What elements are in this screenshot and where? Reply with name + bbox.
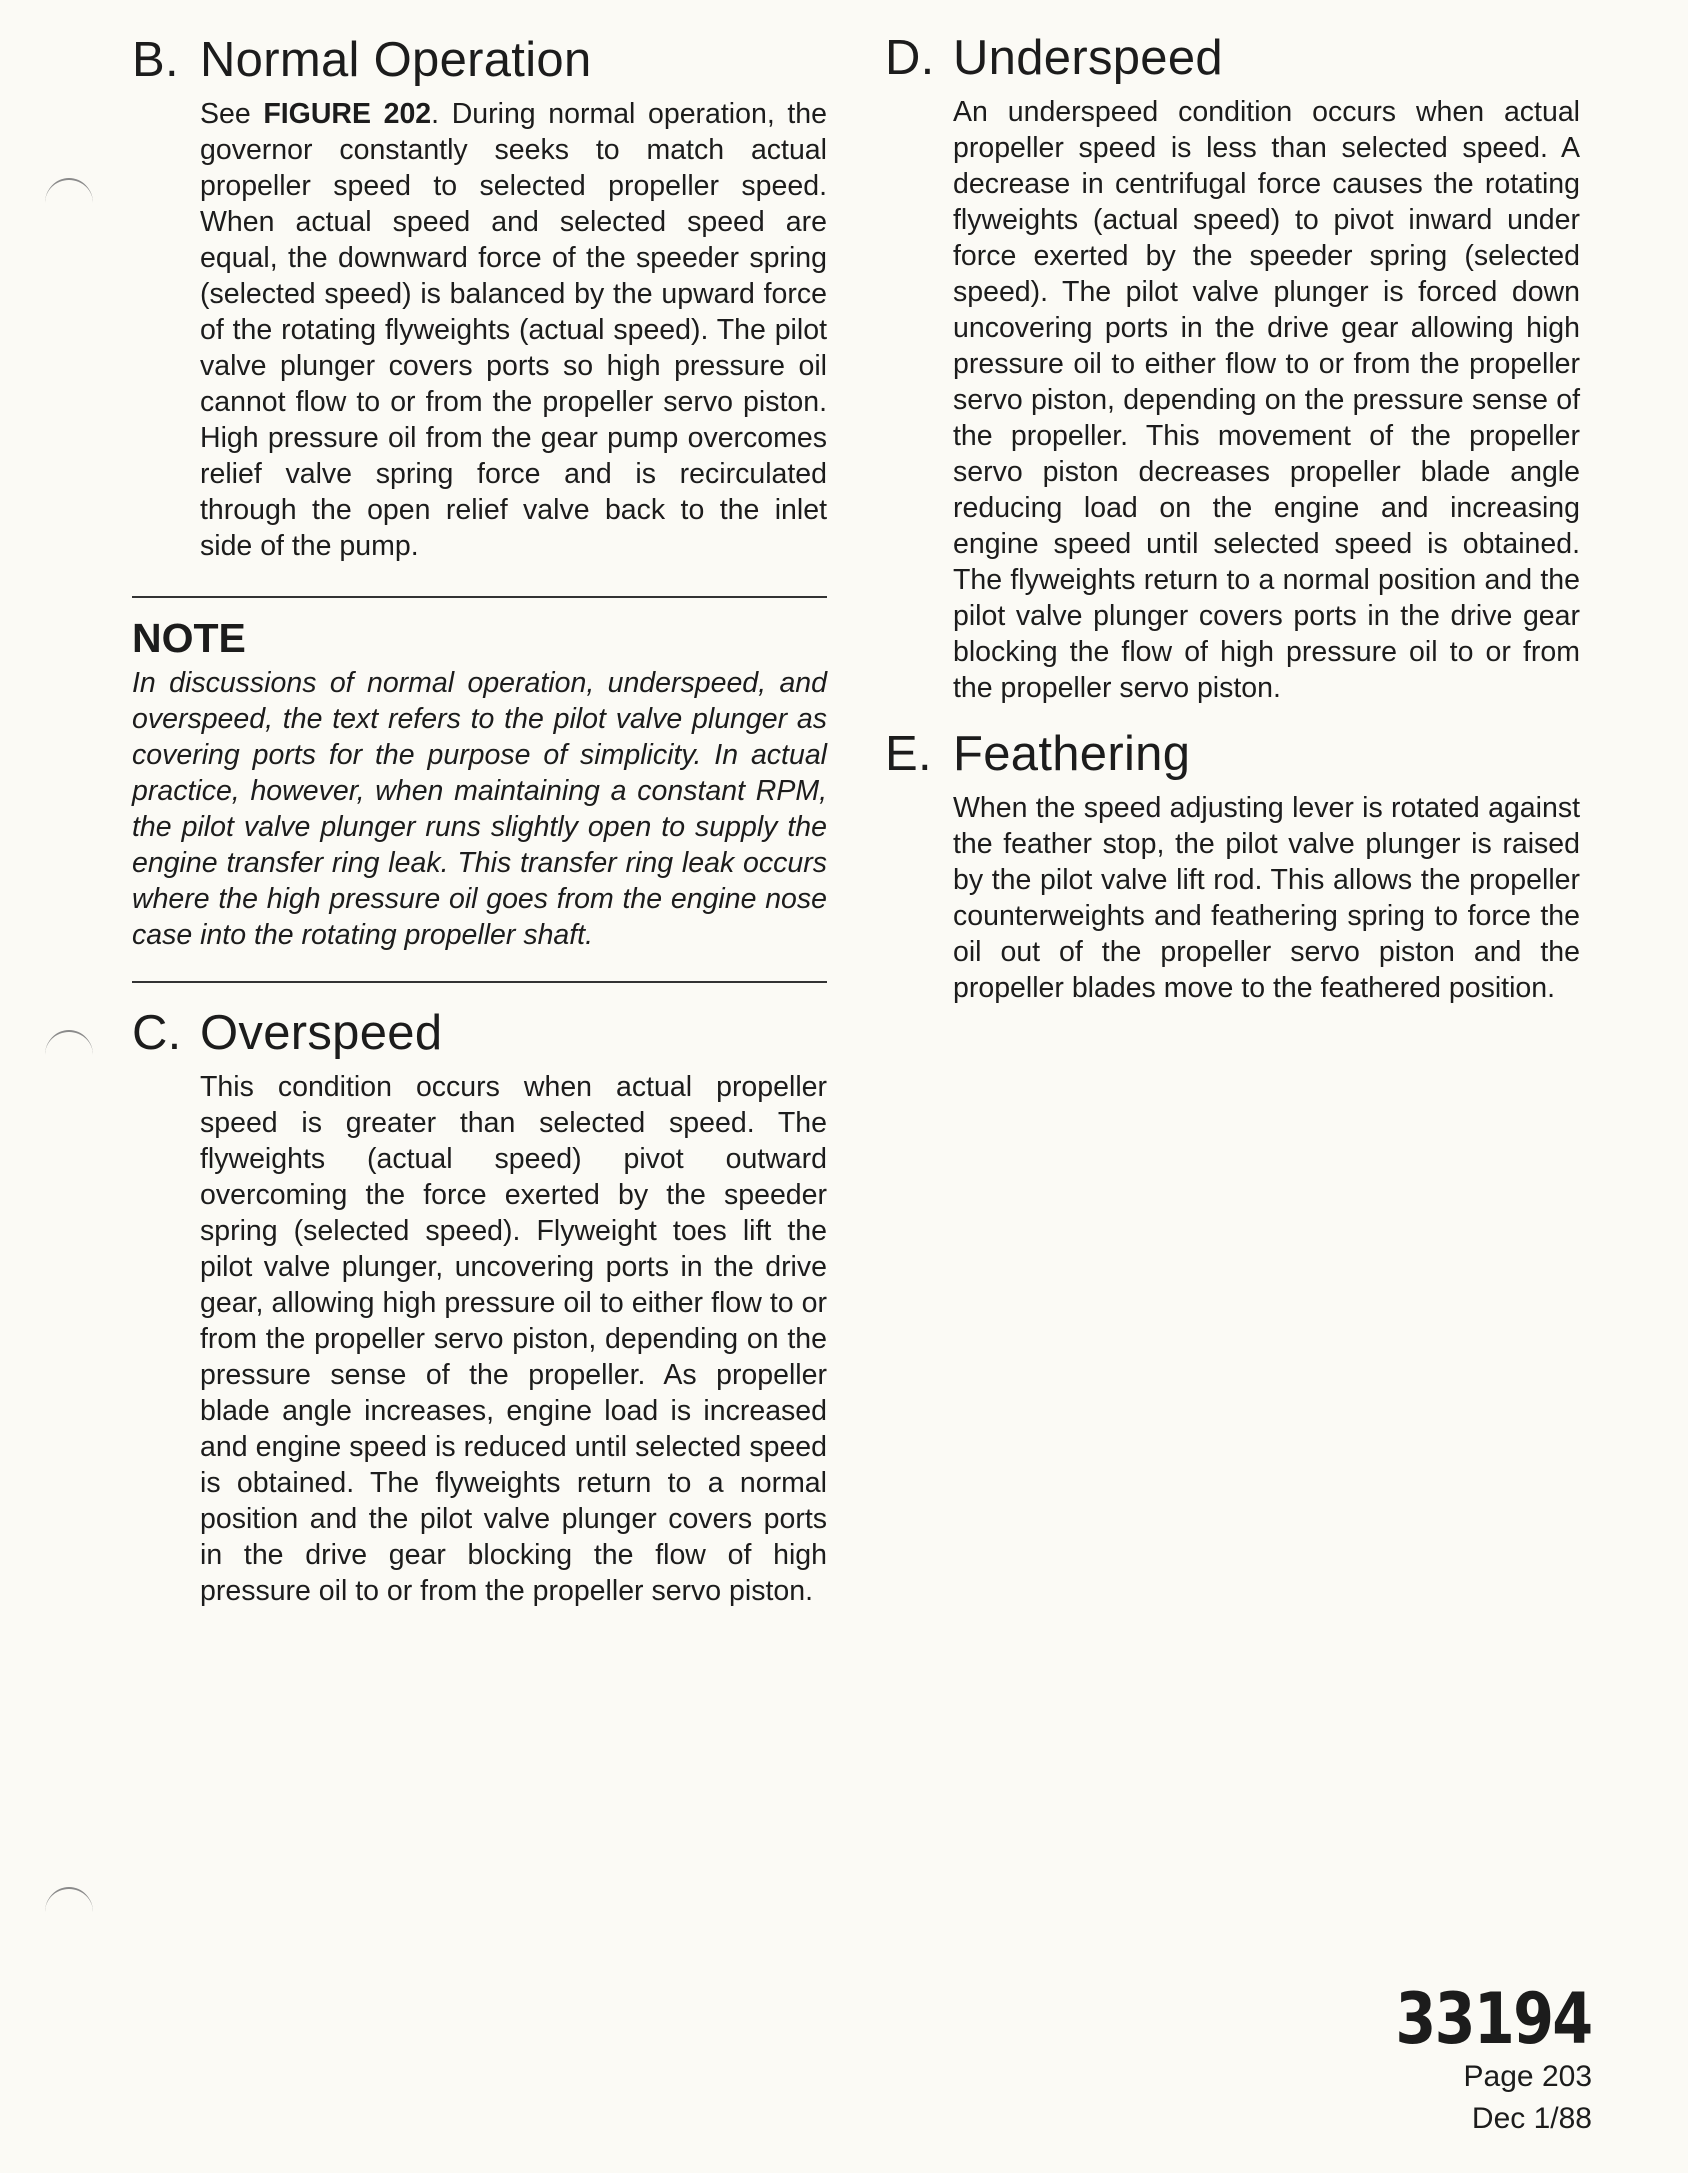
revision-date: Dec 1/88: [1471, 2102, 1592, 2135]
binder-hole-top: [45, 178, 93, 228]
section-heading: [132, 1007, 827, 1061]
section-letter: B.: [132, 33, 179, 87]
page-number: Page 203: [1463, 2060, 1592, 2093]
figure-reference: FIGURE 202: [263, 97, 432, 130]
left-column: [132, 34, 827, 1609]
body-text: . During normal operation, the governor constantly seeks to match actual propeller speed to selected propeller speed. When actual speed and selected speed are equal, the downward force of the speeder spring (selected speed) is balanced by the upward force of the rotating flyweights (actual speed). The pilot valve plunger covers ports so high pressure oil cannot flow to or from the propeller servo piston. High pressure oil from the gear pump overcomes relief valve spring force and is recirculated through the open relief valve back to the inlet side of the pump.: [200, 97, 827, 562]
binder-hole-bottom: [45, 1887, 93, 1937]
binder-hole-middle: [45, 1030, 93, 1080]
intro-prefix: See: [200, 97, 264, 130]
section-letter: E.: [885, 726, 932, 781]
section-letter: D.: [885, 31, 935, 85]
section-title: Feathering: [953, 726, 1191, 781]
section-normal-operation: [132, 34, 827, 564]
note-title: NOTE: [132, 614, 246, 661]
section-body: An underspeed condition occurs when actual propeller speed is less than selected speed. A decrease in centrifugal force causes the rotating flyweights (actual speed) to pivot inward under force exerted by the speeder spring (selected speed). The pilot valve plunger is forced down uncovering ports in the drive gear allowing high pressure oil to either flow to or from the propeller servo piston, depending on the pressure sense of the propeller. This movement of the propeller servo piston decreases propeller blade angle reducing load on the engine and increasing engine speed until selected speed is obtained. The flyweights return to a normal position and the pilot valve plunger covers ports in the drive gear blocking the flow of high pressure oil to or from the propeller servo piston.: [953, 95, 1580, 704]
section-body: [200, 96, 827, 564]
note-block: [132, 596, 827, 983]
section-underspeed: [885, 32, 1580, 706]
document-number: 33194: [1395, 1978, 1592, 2060]
section-title: Overspeed: [200, 1005, 443, 1060]
right-column: [885, 32, 1580, 1006]
section-title: Underspeed: [953, 31, 1223, 85]
section-body: This condition occurs when actual propeller speed is greater than selected speed. The flyweights (actual speed) pivot outward overcoming the force exerted by the speeder spring (selected speed). Flyweight toes lift the pilot valve plunger, uncovering ports in the drive gear, allowing high pressure oil to either flow to or from the propeller servo piston, depending on the pressure sense of the propeller. As propeller blade angle increases, engine load is increased and engine speed is reduced until selected speed is obtained. The flyweights return to a normal position and the pilot valve plunger covers ports in the drive gear blocking the flow of high pressure oil to or from the propeller servo piston.: [200, 1070, 827, 1607]
section-overspeed: [132, 1007, 827, 1609]
section-feathering: [885, 728, 1580, 1006]
section-heading: [132, 34, 827, 88]
section-body: When the speed adjusting lever is rotated against the feather stop, the pilot valve plunger is raised by the pilot valve lift rod. This allows the propeller counterweights and feathering spring to force the oil out of the propeller servo piston and the propeller blades move to the feathered position.: [953, 791, 1580, 1004]
page-footer: [1358, 1978, 1592, 2138]
section-heading: [885, 728, 1580, 782]
section-title: Normal Operation: [200, 33, 592, 87]
note-text: In discussions of normal operation, underspeed, and overspeed, the text refers to the pilot valve plunger as covering ports for the purpose of simplicity. In actual practice, however, when maintaining a constant RPM, the pilot valve plunger runs slightly open to supply the engine transfer ring leak. This transfer ring leak occurs where the high pressure oil goes from the engine nose case into the rotating propeller shaft.: [132, 666, 827, 951]
section-letter: C.: [132, 1005, 182, 1060]
section-heading: [885, 32, 1580, 86]
